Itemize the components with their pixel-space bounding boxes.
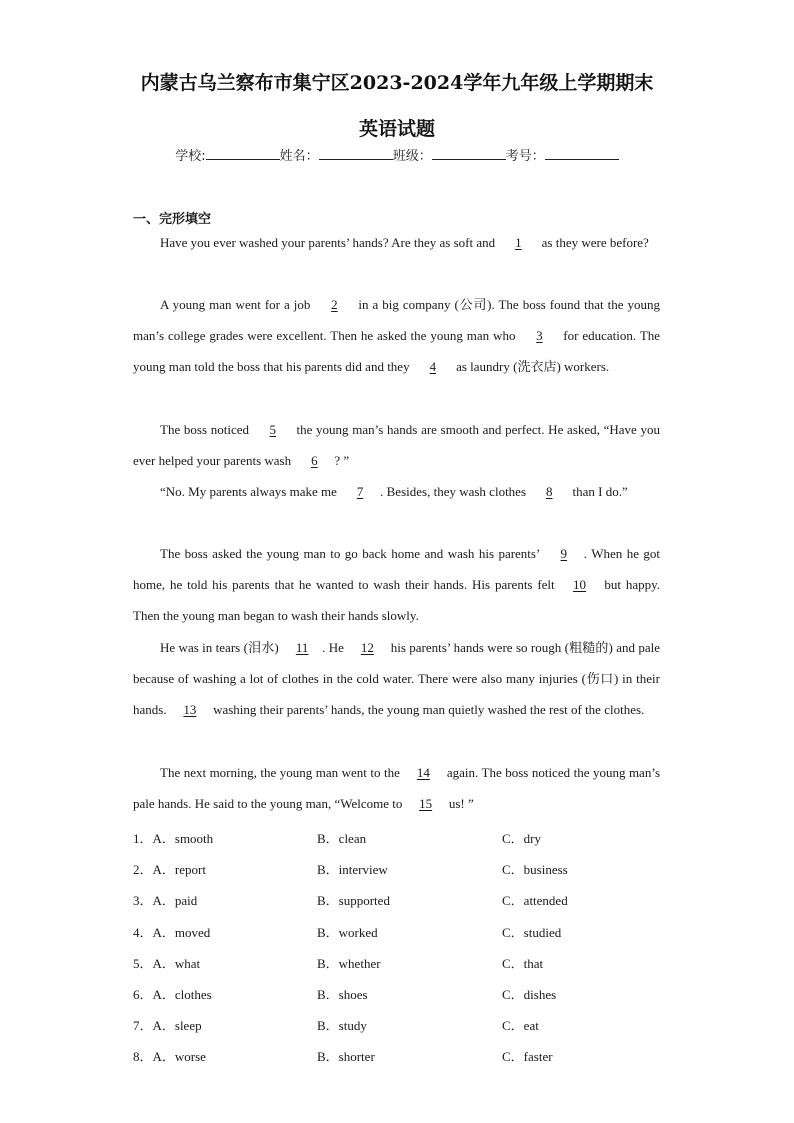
exam-number-label: 考号： [505, 149, 545, 164]
option-c: C．that [502, 955, 544, 971]
blank-4: 4 [429, 359, 437, 374]
option-c: C．dishes [502, 986, 557, 1002]
blank-7: 7 [356, 484, 364, 499]
option-a: 1．A．smooth [133, 831, 214, 846]
option-a: 7．A．sleep [133, 1018, 202, 1034]
exam-number-blank [545, 145, 619, 160]
option-b: B．shorter [317, 1049, 375, 1065]
option-b: B．clean [317, 831, 367, 846]
option-row [133, 853, 733, 884]
blank-13: 13 [183, 702, 197, 717]
blank-3: 3 [536, 328, 543, 343]
blank-12: 12 [360, 640, 374, 655]
blank-8: 8 [546, 484, 553, 499]
passage-paragraph: A young man went for a job 2 in a big company (公司). The boss found that the young man’s college grades were excellent. Then he asked the young man who 3 for education. The young man told the boss that his parents did and they 4 as laundry (洗衣店) workers. [133, 289, 660, 382]
blank-14: 14 [416, 765, 430, 780]
option-b: B．study [317, 1018, 367, 1034]
option-row [133, 822, 733, 853]
passage-paragraph: The next morning, the young man went to the 14 again. The boss noticed the young man’s pale hands. He said to the young man, “Welcome to 15 us! ” [133, 757, 660, 819]
passage-paragraph: He was in tears (泪水) 11 . He 12 his parents’ hands were so rough (粗糙的) and pale because of washing a lot of clothes in the cold water. There were also many injuries (伤口) in their hands. 13 washing their parents’ hands, the young man quietly washed the rest of the clothes. [133, 632, 660, 725]
option-row [133, 916, 733, 947]
class-label: 班级： [392, 149, 432, 164]
blank-11: 11 [295, 640, 309, 655]
name-blank [319, 145, 393, 160]
passage-paragraph: The boss asked the young man to go back home and wash his parents’ 9 . When he got home, he told his parents that he wanted to wash their hands. His parents felt 10 but happy. Then the young man began to wash their hands slowly. [133, 538, 660, 631]
blank-10: 10 [573, 577, 587, 592]
option-a: 6．A．clothes [133, 986, 212, 1002]
option-row [133, 1040, 733, 1071]
option-a: 8．A．worse [133, 1049, 206, 1065]
class-blank [432, 145, 506, 160]
option-c: C．eat [502, 1018, 539, 1034]
option-row [133, 1009, 733, 1040]
passage-paragraph: The boss noticed 5 the young man’s hands are smooth and perfect. He asked, “Have you ever helped your parents wash 6 ? ” [133, 414, 660, 476]
option-c: C．business [502, 862, 568, 878]
option-a: 3．A．paid [133, 893, 198, 909]
student-info-line [0, 145, 794, 164]
passage-paragraph: Have you ever washed your parents’ hands? Are they as soft and 1 as they were before? [133, 227, 660, 258]
school-blank [206, 145, 280, 160]
option-b: B．whether [317, 955, 381, 971]
page-title: 内蒙古乌兰察布市集宁区2023-2024学年九年级上学期期末 [140, 72, 654, 94]
option-c: C．attended [502, 893, 568, 909]
option-b: B．worked [317, 924, 378, 940]
option-c: C．studied [502, 924, 562, 940]
option-c: C．faster [502, 1049, 553, 1065]
options-list [133, 822, 733, 1072]
option-b: B．supported [317, 893, 390, 909]
blank-9: 9 [560, 546, 568, 561]
page-subtitle: 英语试题 [358, 118, 435, 140]
option-a: 2．A．report [133, 862, 206, 878]
option-a: 4．A．moved [133, 924, 211, 940]
option-b: B．interview [317, 862, 388, 878]
passage-paragraph: “No. My parents always make me 7 . Besides, they wash clothes 8 than I do.” [133, 476, 660, 507]
blank-6: 6 [311, 453, 318, 468]
blank-1: 1 [515, 235, 522, 250]
blank-2: 2 [331, 297, 338, 312]
option-c: C．dry [502, 831, 542, 846]
option-a: 5．A．what [133, 955, 201, 971]
option-b: B．shoes [317, 986, 368, 1002]
option-row [133, 978, 733, 1009]
blank-5: 5 [269, 422, 276, 437]
school-label: 学校: [175, 149, 206, 164]
blank-15: 15 [419, 796, 433, 811]
option-row [133, 884, 733, 915]
option-row [133, 947, 733, 978]
section-heading: 一、完形填空 [133, 212, 212, 227]
name-label: 姓名： [279, 149, 319, 164]
